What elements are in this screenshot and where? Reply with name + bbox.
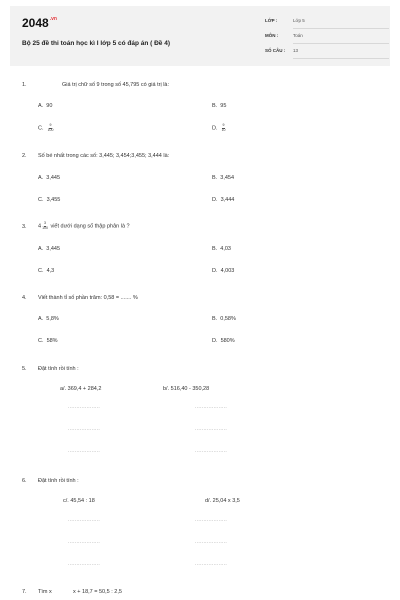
- option-a[interactable]: A. 5,8%: [38, 316, 59, 322]
- option-c[interactable]: C. $\frac{9}{100}$: [38, 123, 54, 132]
- exercise-d: d/. 25,04 x 3,5: [205, 498, 240, 504]
- question-number: 7.: [22, 589, 27, 595]
- site-logo[interactable]: $2048^{.vn}$: [22, 16, 57, 30]
- document-title: Bộ 25 đề thi toán học kì I lớp 5 có đáp án ( Đề 4): [22, 40, 171, 47]
- answer-line[interactable]: ...................: [68, 426, 101, 432]
- equation: x + 18,7 = 50,5 : 2,5: [73, 589, 122, 595]
- question-text: Số bé nhất trong các số: 3,445; 3,454;3,455; 3,444 là:: [38, 153, 170, 159]
- option-b[interactable]: B. 3,454: [212, 175, 235, 181]
- answer-line[interactable]: ...................: [68, 448, 101, 454]
- exercise-a: a/. 369,4 + 284,2: [60, 386, 102, 392]
- answer-line[interactable]: ...................: [68, 404, 101, 410]
- class-field: LỚP : Lớp 5: [265, 18, 305, 23]
- question-number: 5.: [22, 366, 27, 372]
- question-text: Tìm x: [38, 589, 52, 595]
- exercise-c: c/. 45,54 : 18: [63, 498, 95, 504]
- option-d[interactable]: D. 4,003: [212, 268, 235, 274]
- question-number: 3.: [22, 224, 27, 230]
- question-count-field: SỐ CÂU : 13: [265, 48, 299, 53]
- fraction: $\frac{3}{100}$: [42, 221, 48, 230]
- question-text: Đặt tính rồi tính :: [38, 366, 79, 372]
- answer-line[interactable]: ...................: [195, 561, 228, 567]
- answer-line[interactable]: ...................: [68, 561, 101, 567]
- option-b[interactable]: B. 0,58%: [212, 316, 236, 322]
- answer-line[interactable]: ...................: [68, 517, 101, 523]
- option-b[interactable]: B. 4,03: [212, 246, 231, 252]
- fraction: $\frac{9}{100}$: [47, 123, 54, 132]
- answer-line[interactable]: ...................: [195, 426, 228, 432]
- fraction: $\frac{9}{10}$: [221, 123, 226, 132]
- answer-line[interactable]: ...................: [195, 404, 228, 410]
- question-text: Giá trị chữ số 9 trong số 45,795 có giá trị là:: [62, 82, 170, 88]
- option-c[interactable]: C. 4,3: [38, 268, 55, 274]
- option-a[interactable]: A. 90: [38, 103, 53, 109]
- answer-line[interactable]: ...................: [195, 539, 228, 545]
- option-b[interactable]: B. 95: [212, 103, 227, 109]
- exercise-b: b/. 516,40 - 350,28: [163, 386, 210, 392]
- option-a[interactable]: A. 3,445: [38, 246, 61, 252]
- exam-header: [10, 6, 390, 66]
- question-text: Đặt tính rồi tính :: [38, 478, 79, 484]
- divider: [293, 58, 389, 59]
- divider: [293, 28, 389, 29]
- option-c[interactable]: C. 3,455: [38, 197, 61, 203]
- answer-line[interactable]: ...................: [195, 448, 228, 454]
- option-c[interactable]: C. 58%: [38, 338, 58, 344]
- question-number: 6.: [22, 478, 27, 484]
- answer-line[interactable]: ...................: [68, 539, 101, 545]
- question-text: Viết thành tỉ số phần trăm: 0,58 = ....... %: [38, 295, 138, 301]
- divider: [293, 43, 389, 44]
- question-number: 4.: [22, 295, 27, 301]
- option-d[interactable]: D. 580%: [212, 338, 235, 344]
- option-a[interactable]: A. 3,445: [38, 175, 61, 181]
- answer-line[interactable]: ...................: [195, 517, 228, 523]
- option-d[interactable]: D. 3,444: [212, 197, 235, 203]
- question-number: 1.: [22, 82, 27, 88]
- question-number: 2.: [22, 153, 27, 159]
- question-text: 4 $\frac{3}{100}$ viết dưới dạng số thập phân là ?: [38, 221, 130, 230]
- option-d[interactable]: D. $\frac{9}{10}$: [212, 123, 226, 132]
- subject-field: MÔN : Toán: [265, 33, 303, 38]
